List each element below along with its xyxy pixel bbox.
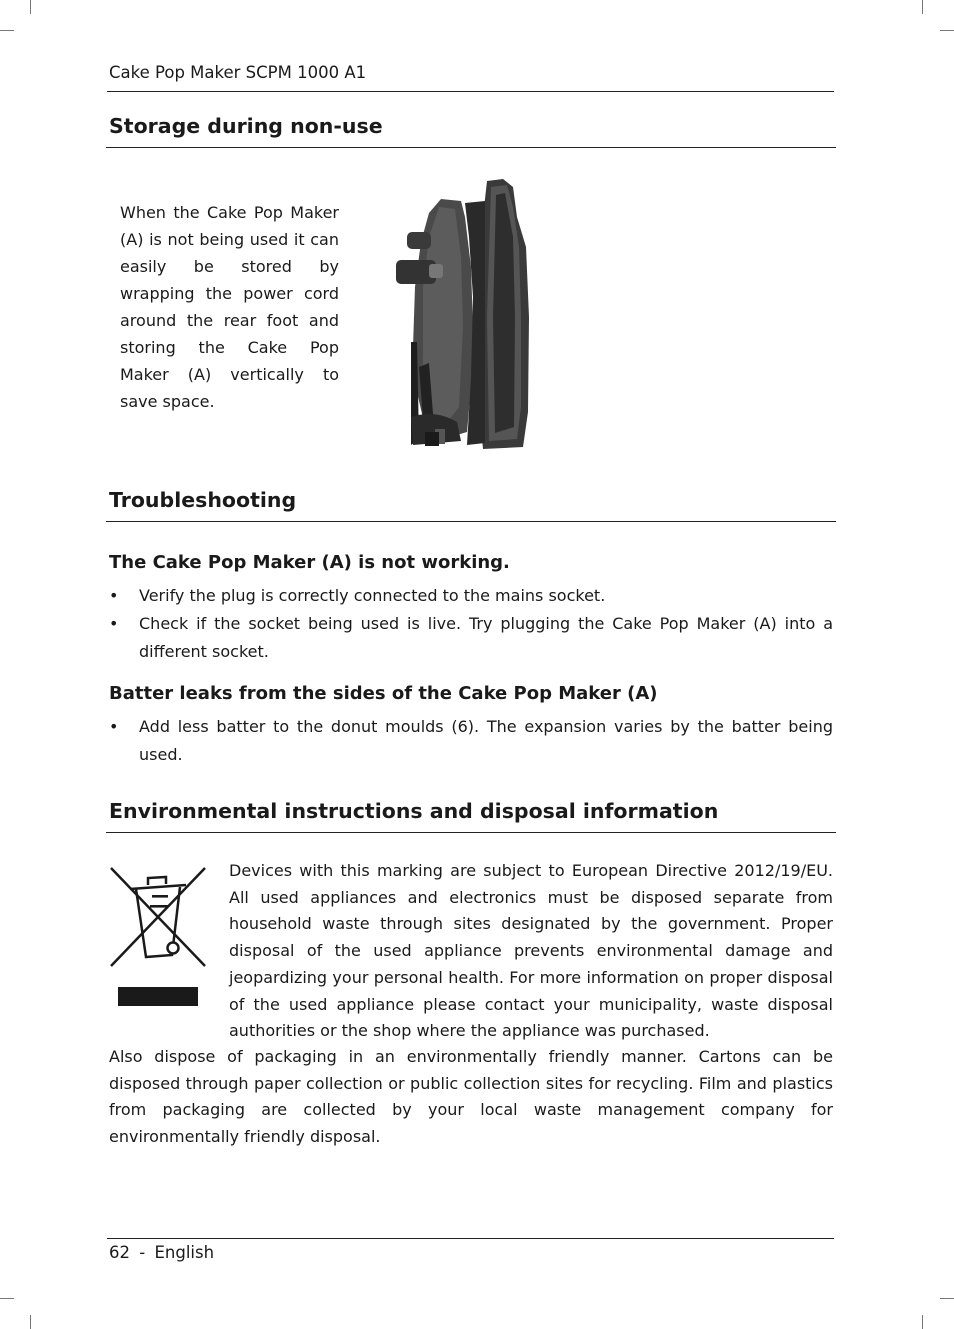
footer-separator: - (139, 1243, 146, 1262)
packaging-text: Also dispose of packaging in an environmentally friendly manner. Cartons can be disposed through paper collection or public collection sites for recycling. Film and plastics from packaging are collected by your local waste management company for environmentally friendly disposal. (109, 1047, 833, 1147)
weee-text: Devices with this marking are subject to European Directive 2012/19/EU. All used appliances and electronics must be disposed separate from household waste through sites designated by the government. Proper disposal of the used appliance prevents environmental damage and jeopardizing your personal health. For more information on proper disposal of the used appliance please contact your municipality, waste disposal authorities or the shop where the appliance was purchased. (229, 861, 833, 1041)
environment-heading: Environmental instructions and disposal information (109, 799, 719, 823)
crop-mark (940, 30, 954, 31)
page-footer (109, 1243, 214, 1262)
crop-mark (0, 1298, 14, 1299)
footer-rule (107, 1238, 834, 1239)
crop-mark (0, 30, 14, 31)
crop-mark (922, 1315, 923, 1329)
problem-title: The Cake Pop Maker (A) is not working. (109, 552, 510, 573)
running-header: Cake Pop Maker SCPM 1000 A1 (109, 63, 367, 82)
crop-mark (30, 1315, 31, 1329)
weee-crossed-bin-icon (108, 865, 208, 1010)
section-rule (106, 832, 836, 833)
footer-language: English (154, 1243, 215, 1262)
section-rule (106, 521, 836, 522)
section-rule (106, 147, 836, 148)
page-number: 62 (109, 1243, 130, 1262)
crop-mark (922, 0, 923, 14)
troubleshooting-heading: Troubleshooting (109, 488, 297, 512)
list-item: • Add less batter to the donut moulds (6). The expansion varies by the batter being used. (109, 713, 833, 769)
crop-mark (940, 1298, 954, 1299)
problem-title: Batter leaks from the sides of the Cake Pop Maker (A) (109, 683, 658, 704)
storage-heading: Storage during non-use (109, 114, 383, 138)
cake-pop-maker-image (395, 177, 535, 452)
crop-mark (30, 0, 31, 14)
list-item: • Check if the socket being used is live. Try plugging the Cake Pop Maker (A) into a different socket. (109, 610, 833, 666)
bullet-icon: • (109, 586, 119, 605)
bullet-icon: • (109, 717, 119, 736)
bullet-icon: • (109, 614, 119, 633)
storage-text: When the Cake Pop Maker (A) is not being used it can easily be stored by wrapping the power cord around the rear foot and storing the Cake Pop Maker (A) vertically to save space. (120, 203, 339, 411)
header-rule (107, 91, 834, 92)
list-item: • Verify the plug is correctly connected to the mains socket. (109, 582, 833, 610)
